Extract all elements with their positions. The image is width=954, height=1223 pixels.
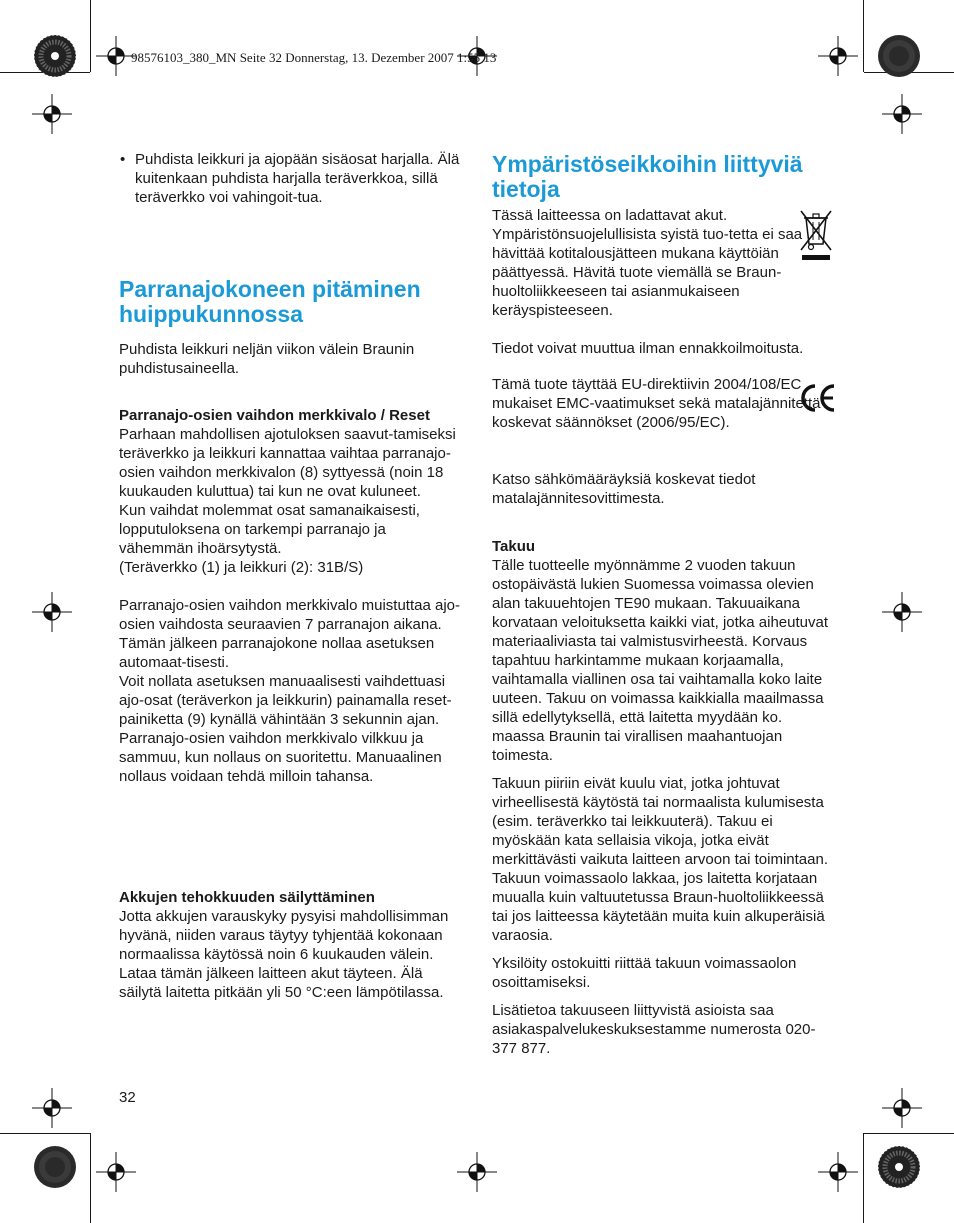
color-wheel-icon: [877, 1145, 921, 1189]
crop-line: [90, 0, 91, 72]
paragraph: Yksilöity ostokuitti riittää takuun voimassaolon osoittamiseksi.: [492, 955, 797, 991]
section-heading-environment: Ympäristöseikkoihin liittyviä tietoja: [492, 151, 803, 202]
paragraph: Tälle tuotteelle myönnämme 2 vuoden takuun ostopäivästä lukien Suomessa voimassa olevien alan takuuehtojen TE90 mukaan. Takuuaikana korvataan veloituksetta kaikki viat, jotka aiheutuvat materiaaliviasta tai valmistusvirheestä. Korvaus tapahtuu harkintamme mukaan korjaamalla, vaihtamalla viallinen osa tai vaihtamalla koko laite uuteen. Takuu on voimassa kaikkialla maailmassa sillä edellytyksellä, että laitetta myydään ko. maassa Braunin tai virallisen maahantuojan toimesta.: [492, 557, 829, 764]
crop-line: [864, 1133, 954, 1134]
registration-mark-icon: [818, 36, 858, 76]
subheading-warranty: Takuu: [492, 538, 536, 555]
crop-line: [90, 1133, 91, 1223]
bullet-list: [119, 150, 464, 207]
registration-mark-icon: [96, 1152, 136, 1192]
reset-section: [119, 406, 464, 786]
page-number: 32: [119, 1089, 136, 1106]
safety-paragraph: Katso sähkömääräyksiä koskevat tiedot matalajännitesovittimesta.: [492, 471, 756, 507]
registration-mark-icon: [882, 94, 922, 134]
paragraph: Voit nollata asetuksen manuaalisesti vaihdettuasi ajo-osat (teräverkon ja leikkurin) painamalla reset-painiketta (9) kynällä vähintään 3 sekunnin ajan. Parranajo-osien vaihdon merkkivalo vilkkuu ja sammuu, kun nollaus on suoritettu. Manuaalinen nollaus voidaan tehdä milloin tahansa.: [119, 673, 452, 785]
paragraph: (Teräverkko (1) ja leikkuri (2): 31B/S): [119, 559, 364, 576]
subheading-reset: Parranajo-osien vaihdon merkkivalo / Reset: [119, 407, 430, 424]
registration-mark-icon: [882, 1088, 922, 1128]
paragraph: Jotta akkujen varauskyky pysyisi mahdollisimman hyvänä, niiden varaus täytyy tyhjentää kokonaan normaalissa käytössä noin 6 kuukauden välein. Lataa tämän jälkeen laitteen akut täyteen. Älä säilytä laitetta pitkään yli 50 °C:een lämpötilassa.: [119, 908, 449, 1001]
registration-mark-icon: [882, 592, 922, 632]
paragraph: Takuun piiriin eivät kuulu viat, jotka johtuvat virheellisestä käytöstä tai normaalista kulumisesta (esim. teräverkko tai leikkuuterä). Takuu ei myöskään kata sellaisia vikoja, jotka eivät merkittävästi vaikuta laitteen arvoon tai toimintaan. Takuun voimassaolo lakkaa, jos laitetta korjataan muualla kuin valtuutetussa Braun-huoltoliikkeessä tai jos laitteessa käytetään muita kuin alkuperäisiä varaosia.: [492, 775, 828, 944]
paragraph: Kun vaihdat molemmat osat samanaikaisesti, lopputuloksena on tarkempi parranajo ja vähemmän ihoärsytystä.: [119, 502, 420, 557]
registration-mark-icon: [32, 592, 72, 632]
registration-mark-icon: [457, 1152, 497, 1192]
crop-line: [863, 0, 864, 72]
registration-mark-icon: [818, 1152, 858, 1192]
ce-paragraph: Tämä tuote täyttää EU-direktiivin 2004/108/EC mukaiset EMC-vaatimukset sekä matalajännitettä koskevat säännökset (2006/95/EC).: [492, 376, 821, 431]
list-item: • Puhdista leikkuri ja ajopään sisäosat harjalla. Älä kuitenkaan puhdista harjalla teräverkkoa, sillä teräverkko voi vahingoit-tua.: [119, 150, 464, 207]
warranty-section: [492, 537, 837, 1058]
color-wheel-icon: [33, 34, 77, 78]
paragraph: Lisätietoa takuuseen liittyvistä asioista saa asiakaspalvelukeskuksestamme numerosta 020-377 877.: [492, 1002, 816, 1057]
registration-mark-icon: [96, 36, 136, 76]
section-heading-maintenance: Parranajokoneen pitäminen huippukunnossa: [119, 276, 421, 327]
color-wheel-icon: [877, 34, 921, 78]
paragraph: Parhaan mahdollisen ajotuloksen saavut-tamiseksi teräverkko ja leikkuri kannattaa vaihtaa parranajo-osien vaihdon merkkivalon (8) syttyessä (noin 18 kuukauden kuluttua) tai kun ne ovat kuluneet.: [119, 426, 456, 500]
paragraph: Parranajo-osien vaihdon merkkivalo muistuttaa ajo-osien vaihdosta seuraavien 7 parranajon aikana. Tämän jälkeen parranajokone nollaa asetuksen automaat-tisesti.: [119, 597, 461, 671]
subheading-battery: Akkujen tehokkuuden säilyttäminen: [119, 889, 375, 906]
registration-mark-icon: [32, 94, 72, 134]
crop-line: [863, 1133, 864, 1223]
environment-paragraph: Tässä laitteessa on ladattavat akut. Ympäristönsuojelullisista syistä tuo-tetta ei saa hävittää kotitalousjätteen mukana käyttöiän päättyessä. Hävitä tuote viemällä se Braun-huoltoliikkeeseen tai asianmukaiseen keräyspisteeseen.: [492, 207, 803, 319]
color-wheel-icon: [33, 1145, 77, 1189]
intro-paragraph: Puhdista leikkuri neljän viikon välein Braunin puhdistusaineella.: [119, 341, 415, 377]
registration-mark-icon: [32, 1088, 72, 1128]
battery-section: [119, 888, 464, 1002]
notice-paragraph: Tiedot voivat muuttua ilman ennakkoilmoitusta.: [492, 340, 804, 357]
crop-line: [0, 1133, 90, 1134]
print-header: 98576103_380_MN Seite 32 Donnerstag, 13. Dezember 2007 1:55 13: [131, 50, 497, 65]
